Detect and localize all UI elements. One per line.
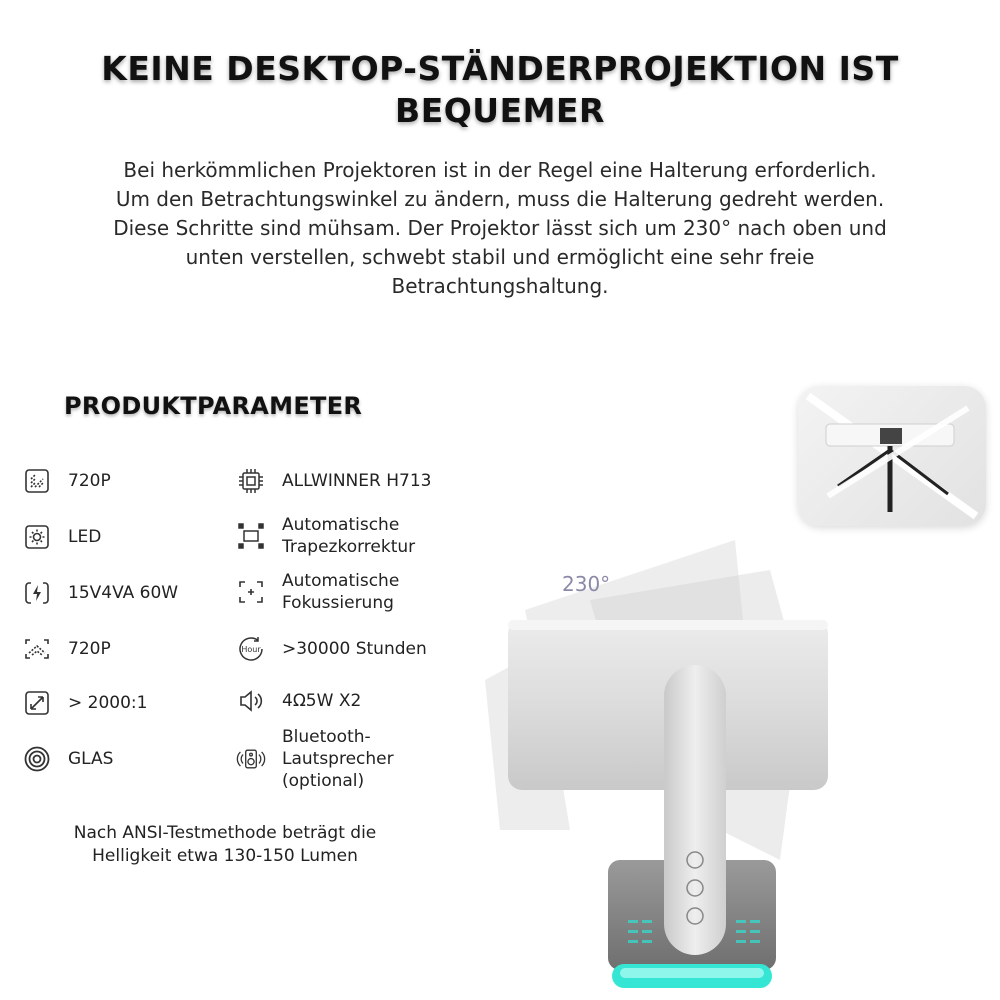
projector-image — [480, 530, 830, 1000]
spec-speaker: 4Ω5W X2 — [236, 686, 361, 716]
chip-icon — [236, 466, 266, 496]
spec-hours: Hour >30000 Stunden — [236, 634, 427, 664]
intro-line: unten verstellen, schwebt stabil und ermöglicht eine sehr freie — [185, 245, 815, 269]
spec-keystone: Automatische Trapezkorrektur — [236, 514, 415, 558]
intro-line: Bei herkömmlichen Projektoren ist in der Regel eine Halterung erforderlich. — [123, 158, 877, 182]
intro-line: Um den Betrachtungswinkel zu ändern, muss die Halterung gedreht werden. — [115, 187, 885, 211]
params-heading: PRODUKTPARAMETER — [64, 392, 363, 420]
spec-chip: ALLWINNER H713 — [236, 466, 431, 496]
intro-line: Diese Schritte sind mühsam. Der Projektor lässt sich um 230° nach oben und — [113, 216, 887, 240]
led-icon — [22, 522, 52, 552]
power-icon — [22, 578, 52, 608]
spec-contrast: > 2000:1 — [22, 688, 147, 718]
spec-display: 720P — [22, 634, 111, 664]
spec-lens: GLAS — [22, 744, 113, 774]
keystone-icon — [236, 521, 266, 551]
rotation-angle-label: 230° — [562, 572, 611, 596]
tripod-crossed-image — [798, 386, 986, 526]
resolution-icon — [22, 466, 52, 496]
brightness-note: Nach ANSI-Testmethode beträgt die Helligkeit etwa 130-150 Lumen — [73, 823, 377, 866]
display-icon — [22, 634, 52, 664]
page-title: KEINE DESKTOP-STÄNDERPROJEKTION IST BEQUEMER — [101, 49, 899, 130]
bluetooth-speaker-icon — [236, 744, 266, 774]
spec-power: 15V4VA 60W — [22, 578, 178, 608]
spec-led: LED — [22, 522, 101, 552]
contrast-icon — [22, 688, 52, 718]
spec-resolution: 720P — [22, 466, 111, 496]
intro-line: Betrachtungshaltung. — [391, 274, 609, 298]
focus-icon — [236, 577, 266, 607]
hour-icon-label: Hour — [241, 644, 261, 654]
spec-focus: Automatische Fokussierung — [236, 570, 399, 614]
spec-bluetooth-speaker: Bluetooth- Lautsprecher (optional) — [236, 726, 394, 792]
speaker-icon — [236, 686, 266, 716]
lens-icon — [22, 744, 52, 774]
hour-icon — [236, 634, 266, 664]
intro-paragraph — [40, 156, 960, 301]
